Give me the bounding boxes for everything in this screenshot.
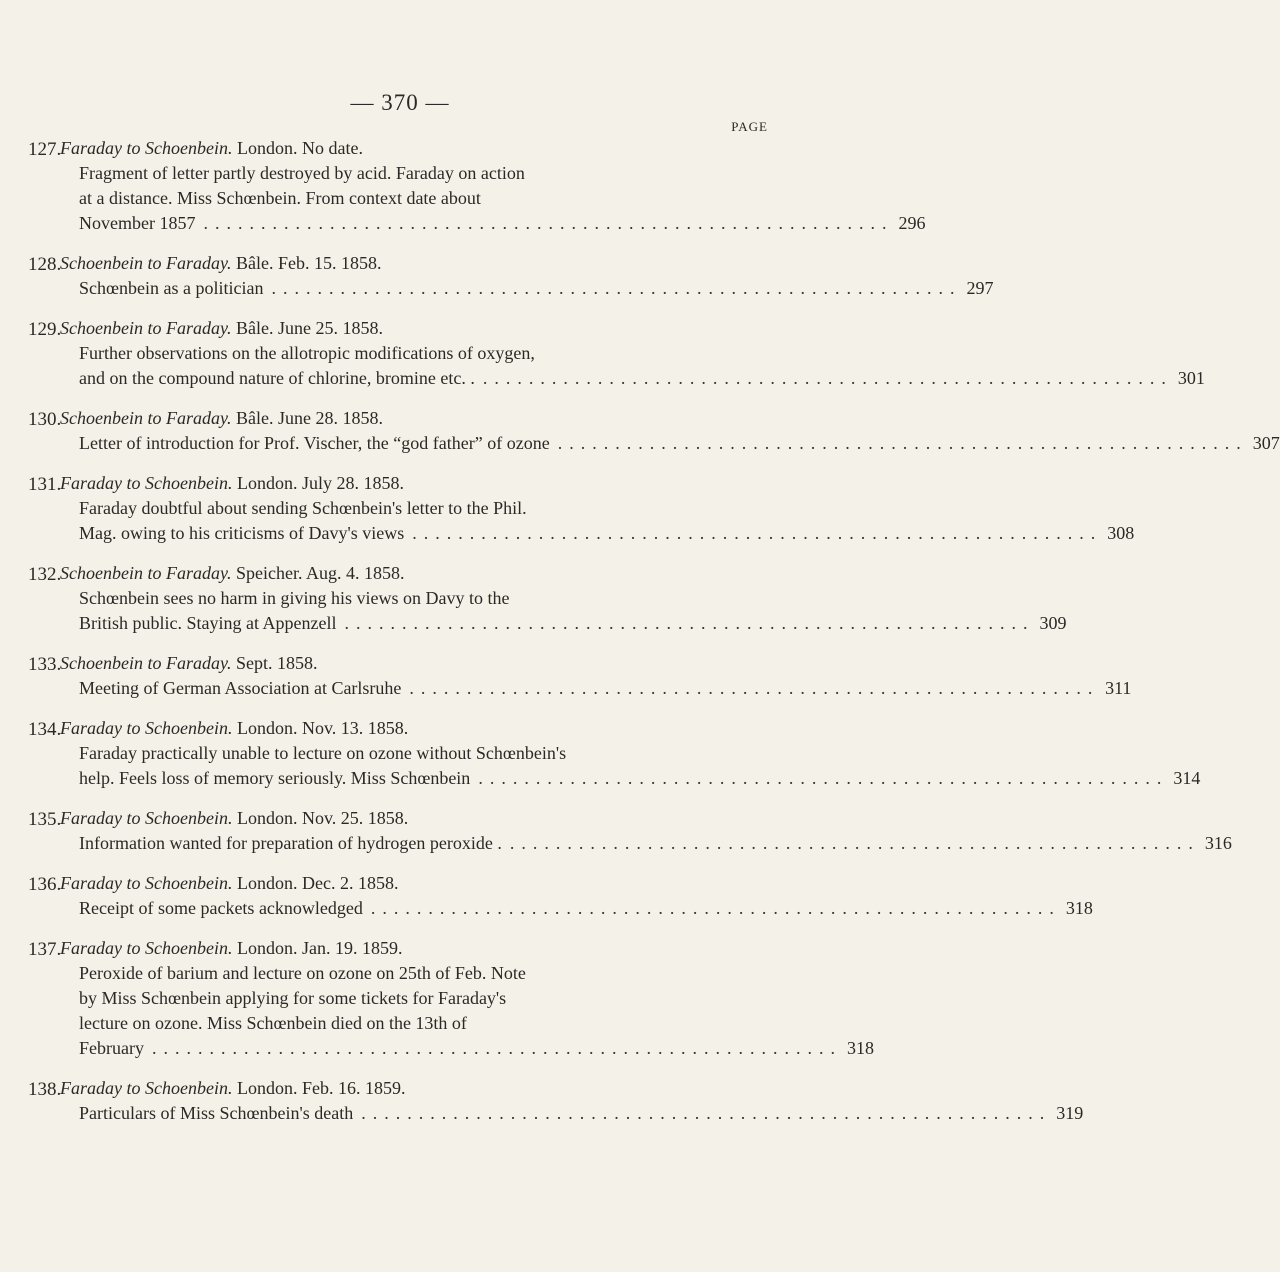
- entry-page-number: 311: [1105, 678, 1132, 698]
- entry-place-date: Sept. 1858.: [235, 653, 318, 673]
- entry-correspondents: Faraday to Schoenbein.: [60, 873, 233, 893]
- entry-place-date: London. Nov. 13. 1858.: [236, 718, 409, 738]
- entry-description-line: Letter of introduction for Prof. Vischer, the “god father” of ozone: [79, 433, 550, 453]
- entry-description-line: Peroxide of barium and lecture on ozone on 25th of Feb. Note: [79, 963, 526, 983]
- index-entry: [0, 136, 926, 251]
- index-entry: [0, 651, 1132, 716]
- index-entry: [0, 871, 1093, 936]
- entry-heading: [60, 136, 800, 161]
- entry-place-date: London. Nov. 25. 1858.: [236, 808, 409, 828]
- entry-final-line: [79, 521, 1135, 546]
- entry-number: 131.: [28, 474, 62, 495]
- entry-description-line: by Miss Schœnbein applying for some tickets for Faraday's: [79, 988, 507, 1008]
- index-entry: [0, 251, 994, 316]
- entry-place-date: London. Feb. 16. 1859.: [236, 1078, 406, 1098]
- dot-leader: ............................................................: [509, 833, 1200, 853]
- dot-leader: ............................................................: [482, 368, 1173, 388]
- entry-correspondents: Faraday to Schoenbein.: [60, 473, 233, 493]
- entry-page-number: 309: [1039, 613, 1067, 633]
- entry-number: 137.: [28, 939, 62, 960]
- index-entry: [0, 471, 1135, 561]
- entry-description-line: British public. Staying at Appenzell: [79, 613, 337, 633]
- entry-place-date: London. Dec. 2. 1858.: [236, 873, 399, 893]
- entry-page-number: 301: [1177, 368, 1205, 388]
- entry-description-line: at a distance. Miss Schœnbein. From context date about: [79, 188, 481, 208]
- index-entries: [0, 136, 1280, 1141]
- dot-leader: ............................................................: [370, 898, 1061, 918]
- entry-heading: [60, 651, 800, 676]
- entry-description-line: February: [79, 1038, 144, 1058]
- dot-leader: ............................................................: [151, 1038, 842, 1058]
- entry-heading: [60, 871, 800, 896]
- entry-final-line: [79, 676, 1132, 701]
- entry-final-line: [79, 896, 1093, 921]
- entry-page-number: 318: [846, 1038, 874, 1058]
- dot-leader: ............................................................: [344, 613, 1035, 633]
- entry-description-line: Mag. owing to his criticisms of Davy's views: [79, 523, 405, 543]
- index-entry: [0, 806, 1232, 871]
- entry-place-date: London. July 28. 1858.: [236, 473, 404, 493]
- entry-number: 127.: [28, 139, 62, 160]
- dot-leader: ............................................................: [478, 768, 1169, 788]
- index-entry: [0, 716, 1201, 806]
- dot-leader: ............................................................: [409, 678, 1100, 698]
- entry-heading: [60, 806, 800, 831]
- entry-page-number: 307: [1252, 433, 1280, 453]
- entry-page-number: 319: [1056, 1103, 1084, 1123]
- entry-heading: [60, 716, 800, 741]
- entry-page-number: 296: [898, 213, 926, 233]
- entry-description-line: November 1857: [79, 213, 196, 233]
- entry-number: 130.: [28, 409, 62, 430]
- entry-final-line: [79, 276, 994, 301]
- entry-description-line: Further observations on the allotropic modifications of oxygen,: [79, 343, 535, 363]
- entry-final-line: [79, 766, 1201, 791]
- entry-place-date: Bâle. June 25. 1858.: [235, 318, 383, 338]
- entry-description-line: Receipt of some packets acknowledged: [79, 898, 363, 918]
- entry-heading: [60, 471, 800, 496]
- entry-final-line: [79, 431, 1280, 456]
- entry-number: 129.: [28, 319, 62, 340]
- entry-number: 132.: [28, 564, 62, 585]
- entry-heading: [60, 251, 800, 276]
- index-entry: [0, 406, 1280, 471]
- entry-correspondents: Schoenbein to Faraday.: [60, 408, 232, 428]
- entry-correspondents: Schoenbein to Faraday.: [60, 563, 232, 583]
- entry-correspondents: Faraday to Schoenbein.: [60, 808, 233, 828]
- entry-page-number: 308: [1107, 523, 1135, 543]
- entry-heading: [60, 561, 800, 586]
- entry-page-number: 297: [966, 278, 994, 298]
- entry-description-line: lecture on ozone. Miss Schœnbein died on the 13th of: [79, 1013, 467, 1033]
- entry-place-date: Bâle. Feb. 15. 1858.: [235, 253, 382, 273]
- dot-leader: ............................................................: [557, 433, 1248, 453]
- index-entry: [0, 936, 874, 1076]
- entry-correspondents: Faraday to Schoenbein.: [60, 138, 233, 158]
- entry-description-line: Schœnbein sees no harm in giving his views on Davy to the: [79, 588, 510, 608]
- index-entry: [0, 561, 1067, 651]
- dot-leader: ............................................................: [271, 278, 962, 298]
- entry-heading: [60, 936, 800, 961]
- entry-correspondents: Schoenbein to Faraday.: [60, 318, 232, 338]
- entry-description-line: and on the compound nature of chlorine, bromine etc. .: [79, 368, 475, 388]
- entry-place-date: Bâle. June 28. 1858.: [235, 408, 383, 428]
- entry-heading: [60, 406, 800, 431]
- index-entry: [0, 1076, 1084, 1141]
- entry-place-date: London. No date.: [236, 138, 363, 158]
- entry-correspondents: Faraday to Schoenbein.: [60, 938, 233, 958]
- entry-correspondents: Faraday to Schoenbein.: [60, 1078, 233, 1098]
- index-entry: [0, 316, 1205, 406]
- page-number: — 370 —: [350, 90, 450, 115]
- entry-description-line: Fragment of letter partly destroyed by acid. Faraday on action: [79, 163, 525, 183]
- entry-page-number: 314: [1173, 768, 1201, 788]
- entry-description-line: Faraday practically unable to lecture on ozone without Schœnbein's: [79, 743, 567, 763]
- entry-number: 136.: [28, 874, 62, 895]
- dot-leader: ............................................................: [412, 523, 1103, 543]
- entry-page-number: 316: [1204, 833, 1232, 853]
- entry-final-line: [79, 611, 1067, 636]
- entry-correspondents: Faraday to Schoenbein.: [60, 718, 233, 738]
- entry-place-date: Speicher. Aug. 4. 1858.: [235, 563, 405, 583]
- entry-description-line: Schœnbein as a politician: [79, 278, 264, 298]
- entry-page-number: 318: [1065, 898, 1093, 918]
- entry-number: 134.: [28, 719, 62, 740]
- entry-number: 135.: [28, 809, 62, 830]
- entry-description-line: Meeting of German Association at Carlsruhe: [79, 678, 402, 698]
- entry-correspondents: Schoenbein to Faraday.: [60, 653, 232, 673]
- entry-description-line: Faraday doubtful about sending Schœnbein's letter to the Phil.: [79, 498, 527, 518]
- entry-number: 138.: [28, 1079, 62, 1100]
- entry-heading: [60, 1076, 800, 1101]
- dot-leader: ............................................................: [361, 1103, 1052, 1123]
- page-column-label: PAGE: [731, 119, 768, 134]
- entry-final-line: [79, 211, 926, 236]
- entry-number: 133.: [28, 654, 62, 675]
- entry-description-line: Information wanted for preparation of hydrogen peroxide .: [79, 833, 502, 853]
- entry-final-line: [79, 1036, 874, 1061]
- entry-place-date: London. Jan. 19. 1859.: [236, 938, 403, 958]
- entry-final-line: [79, 831, 1232, 856]
- entry-description-line: Particulars of Miss Schœnbein's death: [79, 1103, 354, 1123]
- entry-heading: [60, 316, 800, 341]
- entry-description-line: help. Feels loss of memory seriously. Miss Schœnbein: [79, 768, 471, 788]
- entry-number: 128.: [28, 254, 62, 275]
- entry-correspondents: Schoenbein to Faraday.: [60, 253, 232, 273]
- dot-leader: ............................................................: [203, 213, 894, 233]
- entry-final-line: [79, 366, 1205, 391]
- entry-final-line: [79, 1101, 1084, 1126]
